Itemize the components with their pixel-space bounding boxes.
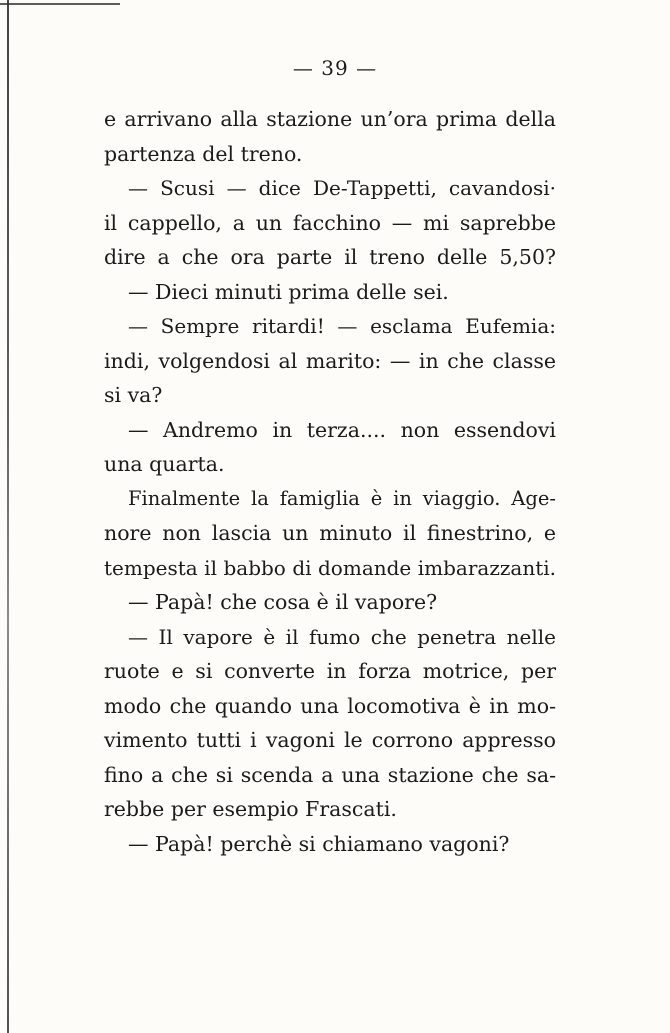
text-line: rebbe per esempio Frascati. <box>104 797 397 821</box>
text-line: ruote e si converte in forza motrice, per <box>104 659 556 683</box>
page-binding-edge <box>7 0 9 1033</box>
text-line: vimento tutti i vagoni le corrono appresso <box>104 728 556 752</box>
text-line: indi, volgendosi al marito: — in che classe <box>104 348 556 373</box>
page-number: — 39 — <box>292 56 378 80</box>
text-line: partenza del treno. <box>104 141 303 166</box>
text-line: dire a che ora parte il treno delle 5,50? <box>104 245 556 269</box>
text-line: fino a che si scenda a una stazione che sa- <box>104 762 556 787</box>
text-line: tempesta il babbo di domande imbarazzanti. <box>104 555 556 580</box>
text-line: una quarta. <box>104 452 225 476</box>
text-line: e arrivano alla stazione un’ora prima della <box>104 107 556 131</box>
text-line: — Sempre ritardi! — esclama Eufemia: <box>128 314 556 338</box>
text-line: nore non lascia un minuto il finestrino, e <box>104 521 556 545</box>
text-line: — Il vapore è il fumo che penetra nelle <box>128 624 556 649</box>
text-line: il cappello, a un facchino — mi saprebbe <box>104 210 556 235</box>
text-line: — Dieci minuti prima delle sei. <box>128 279 449 304</box>
body-text <box>104 102 556 861</box>
text-line: — Papà! perchè si chiamano vagoni? <box>128 831 510 856</box>
page-top-edge <box>0 3 120 5</box>
text-line: — Scusi — dice De-Tappetti, cavandosi· <box>128 176 556 200</box>
text-line: modo che quando una locomotiva è in mo- <box>104 693 556 718</box>
text-line: si va? <box>104 383 163 407</box>
text-line: — Papà! che cosa è il vapore? <box>128 590 438 614</box>
text-line: Finalmente la famiglia è in viaggio. Age- <box>128 486 556 510</box>
text-line: — Andremo in terza.... non essendovi <box>128 417 556 442</box>
